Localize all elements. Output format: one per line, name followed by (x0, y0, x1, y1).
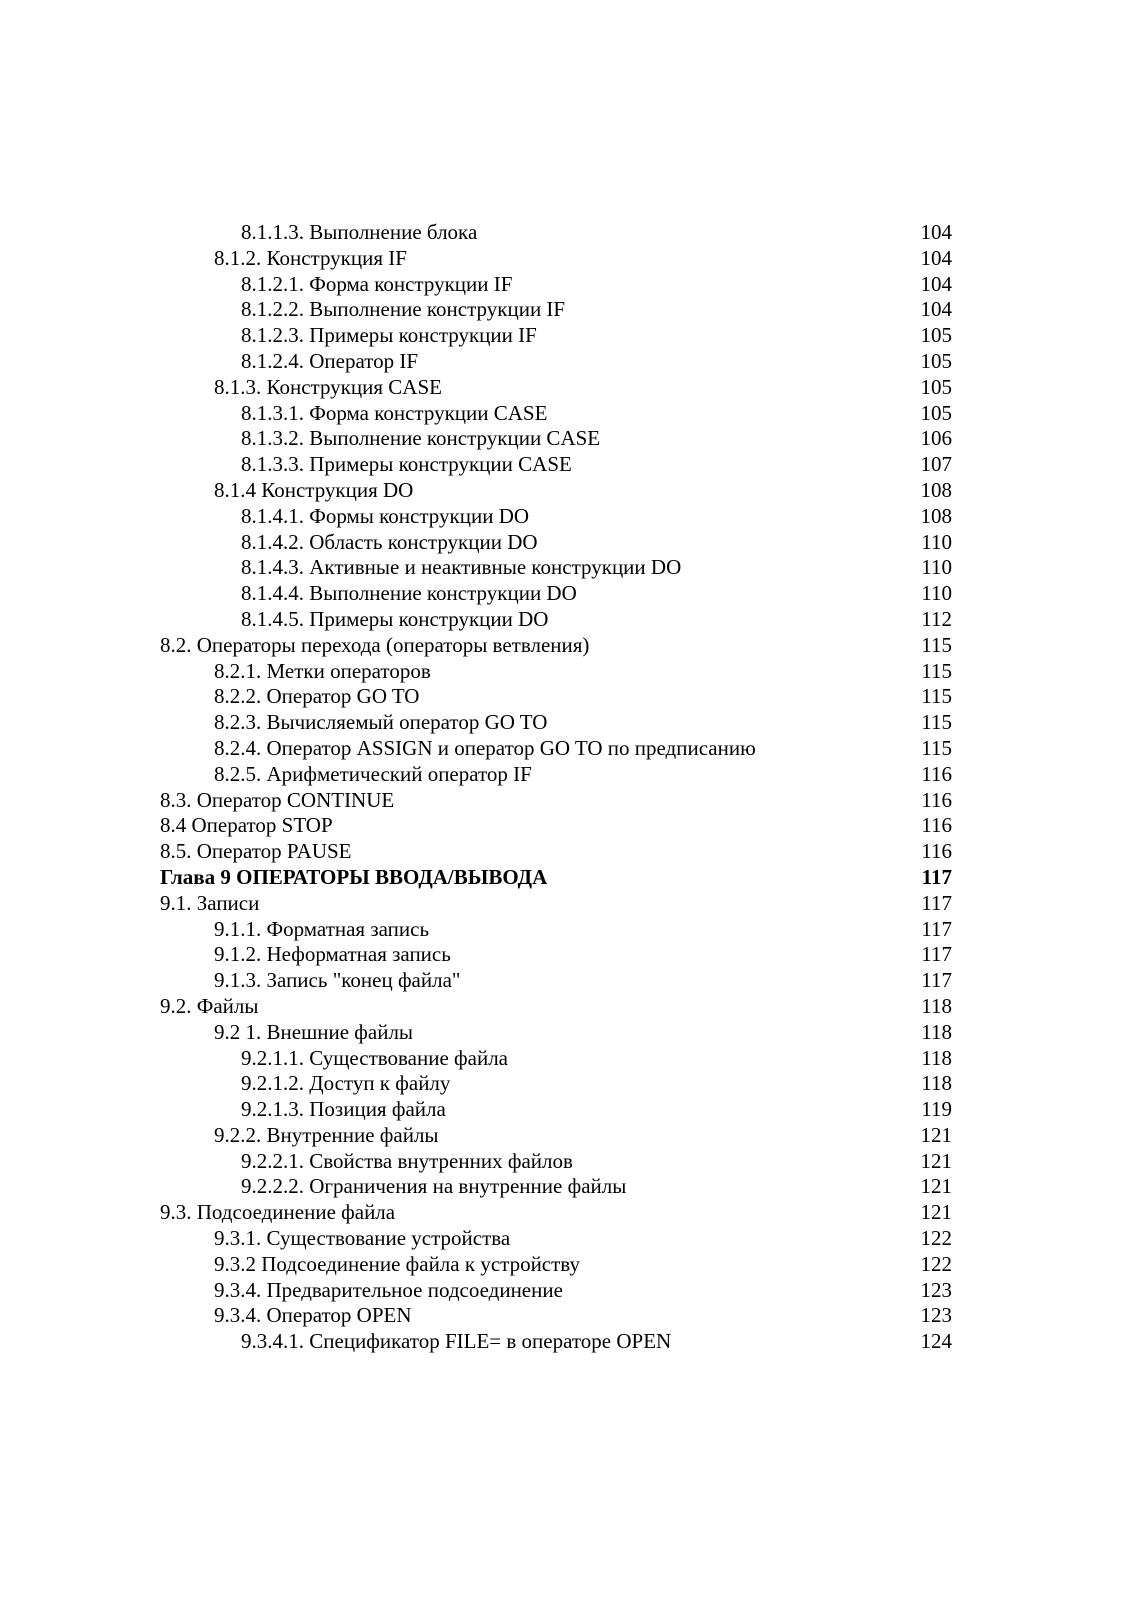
toc-entry-page: 117 (921, 890, 952, 915)
toc-entry (0, 478, 1131, 504)
toc-entry (0, 1226, 1131, 1252)
toc-entry-title: 8.4 Оператор STOP (160, 813, 333, 838)
toc-entry-page: 118 (921, 993, 952, 1018)
toc-entry-title: 8.1.4.1. Формы конструкции DO (241, 503, 530, 528)
toc-entry-title: 8.3. Оператор CONTINUE (160, 787, 395, 812)
toc-entry-title: 8.2.1. Метки операторов (214, 658, 431, 683)
toc-entry-page: 121 (920, 1122, 952, 1147)
toc-entry-title: 8.1.3.2. Выполнение конструкции CASE (241, 426, 601, 451)
toc-entry-page: 104 (920, 271, 952, 296)
toc-entry (0, 1278, 1131, 1304)
toc-entry-title: 9.2.1.2. Доступ к файлу (241, 1071, 451, 1096)
toc-entry (0, 659, 1131, 685)
table-of-contents (0, 220, 1131, 1355)
toc-entry-page: 110 (921, 529, 952, 554)
toc-entry-title: 8.1.3.3. Примеры конструкции CASE (241, 452, 572, 477)
toc-entry-title: 8.1.4 Конструкция DO (214, 477, 414, 502)
toc-entry (0, 736, 1131, 762)
toc-entry (0, 1149, 1131, 1175)
toc-entry (0, 349, 1131, 375)
toc-entry-title: 9.1.1. Форматная запись (214, 916, 430, 941)
toc-entry-page: 115 (921, 658, 952, 683)
toc-entry-title: 9.3.4. Оператор OPEN (214, 1303, 412, 1328)
toc-entry (0, 220, 1131, 246)
toc-entry-page: 119 (921, 1097, 952, 1122)
toc-entry-title: 9.2.1.3. Позиция файла (241, 1097, 446, 1122)
toc-entry-title: 9.1. Записи (160, 890, 260, 915)
toc-entry-title: 8.1.1.3. Выполнение блока (241, 220, 478, 244)
toc-entry (0, 994, 1131, 1020)
toc-entry-page: 108 (920, 503, 952, 528)
toc-entry-title: 8.1.2.4. Оператор IF (241, 348, 419, 373)
toc-entry-page: 118 (921, 1071, 952, 1096)
toc-entry-title: 8.2.2. Оператор GO TO (214, 684, 420, 709)
toc-entry-title: 8.1.3. Конструкция CASE (214, 374, 442, 399)
toc-entry-page: 118 (921, 1045, 952, 1070)
toc-entry-page: 122 (920, 1226, 952, 1251)
toc-entry (0, 968, 1131, 994)
toc-entry (0, 1200, 1131, 1226)
toc-entry (0, 1020, 1131, 1046)
toc-entry-page: 121 (920, 1200, 952, 1225)
toc-entry-page: 122 (920, 1251, 952, 1276)
toc-entry (0, 607, 1131, 633)
toc-entry-page: 104 (920, 220, 952, 244)
toc-entry (0, 272, 1131, 298)
toc-entry-title: 9.2.2. Внутренние файлы (214, 1122, 439, 1147)
toc-entry-page: 105 (920, 400, 952, 425)
toc-entry-page: 121 (920, 1148, 952, 1173)
toc-entry (0, 684, 1131, 710)
toc-entry-page: 117 (921, 864, 952, 889)
toc-entry-page: 110 (921, 555, 952, 580)
toc-entry-title: 8.1.2.2. Выполнение конструкции IF (241, 297, 566, 322)
toc-entry-title: 9.2.1.1. Существование файла (241, 1045, 508, 1070)
toc-entry-title: 9.1.3. Запись "конец файла" (214, 968, 461, 993)
toc-entry-title: 8.1.4.5. Примеры конструкции DO (241, 606, 549, 631)
toc-entry-title: 8.2.3. Вычисляемый оператор GO TO (214, 710, 548, 735)
toc-entry (0, 452, 1131, 478)
toc-entry (0, 555, 1131, 581)
toc-entry-title: 8.1.3.1. Форма конструкции CASE (241, 400, 548, 425)
toc-entry (0, 323, 1131, 349)
toc-entry (0, 530, 1131, 556)
toc-entry-page: 116 (921, 813, 952, 838)
toc-entry-title: 8.1.4.4. Выполнение конструкции DO (241, 581, 577, 606)
toc-entry (0, 1071, 1131, 1097)
toc-entry-page: 105 (920, 323, 952, 348)
toc-entry-page: 116 (921, 761, 952, 786)
toc-entry (0, 891, 1131, 917)
toc-entry (0, 375, 1131, 401)
toc-entry-page: 117 (921, 942, 952, 967)
toc-entry-page: 104 (920, 297, 952, 322)
toc-entry (0, 813, 1131, 839)
toc-entry-title: 9.2.2.2. Ограничения на внутренние файлы (241, 1174, 627, 1199)
toc-entry-page: 115 (921, 684, 952, 709)
toc-entry (0, 581, 1131, 607)
toc-entry (0, 1097, 1131, 1123)
toc-entry-title: 9.2 1. Внешние файлы (214, 1019, 414, 1044)
toc-entry-page: 124 (920, 1329, 952, 1354)
toc-entry (0, 1252, 1131, 1278)
toc-entry-page: 112 (921, 606, 952, 631)
toc-entry-page: 117 (921, 968, 952, 993)
toc-entry-page: 123 (920, 1303, 952, 1328)
toc-entry (0, 504, 1131, 530)
toc-entry (0, 426, 1131, 452)
toc-entry-title: 9.3.4.1. Спецификатор FILE= в операторе OPEN (241, 1329, 672, 1354)
toc-entry-page: 115 (921, 710, 952, 735)
toc-entry-page: 105 (920, 374, 952, 399)
toc-entry-page: 108 (920, 477, 952, 502)
toc-entry (0, 1046, 1131, 1072)
toc-entry (0, 839, 1131, 865)
toc-entry-page: 110 (921, 581, 952, 606)
toc-entry-page: 107 (920, 452, 952, 477)
toc-entry (0, 1303, 1131, 1329)
toc-entry-title: 9.3.2 Подсоединение файла к устройству (214, 1251, 581, 1276)
toc-entry-page: 115 (921, 632, 952, 657)
toc-entry-title: 9.2.2.1. Свойства внутренних файлов (241, 1148, 573, 1173)
toc-entry-title: Глава 9 ОПЕРАТОРЫ ВВОДА/ВЫВОДА (160, 864, 548, 889)
toc-entry-title: 8.1.2.3. Примеры конструкции IF (241, 323, 537, 348)
toc-entry-page: 106 (920, 426, 952, 451)
toc-entry (0, 942, 1131, 968)
toc-entry (0, 865, 1131, 891)
toc-entry-title: 8.2.4. Оператор ASSIGN и оператор GO TO по предписанию (214, 735, 756, 760)
toc-entry-page: 123 (920, 1277, 952, 1302)
toc-entry-page: 116 (921, 839, 952, 864)
toc-entry (0, 917, 1131, 943)
toc-entry-title: 9.1.2. Неформатная запись (214, 942, 451, 967)
toc-entry-page: 116 (921, 787, 952, 812)
toc-entry-page: 104 (920, 245, 952, 270)
toc-entry (0, 1329, 1131, 1355)
toc-entry (0, 246, 1131, 272)
toc-entry (0, 633, 1131, 659)
toc-entry-title: 8.2. Операторы перехода (операторы ветвления) (160, 632, 590, 657)
toc-entry-page: 121 (920, 1174, 952, 1199)
toc-entry-page: 105 (920, 348, 952, 373)
toc-entry (0, 401, 1131, 427)
toc-entry (0, 788, 1131, 814)
toc-entry-title: 9.3. Подсоединение файла (160, 1200, 396, 1225)
toc-entry-title: 9.2. Файлы (160, 993, 259, 1018)
toc-entry-page: 115 (921, 735, 952, 760)
toc-entry (0, 297, 1131, 323)
toc-entry-title: 8.1.4.3. Активные и неактивные конструкции DO (241, 555, 682, 580)
toc-entry-title: 8.1.2. Конструкция IF (214, 245, 407, 270)
toc-entry-title: 8.2.5. Арифметический оператор IF (214, 761, 532, 786)
toc-entry-page: 118 (921, 1019, 952, 1044)
toc-entry (0, 762, 1131, 788)
toc-entry-page: 117 (921, 916, 952, 941)
toc-entry (0, 710, 1131, 736)
toc-entry-title: 9.3.1. Существование устройства (214, 1226, 511, 1251)
toc-entry (0, 1174, 1131, 1200)
toc-entry-title: 8.5. Оператор PAUSE (160, 839, 352, 864)
toc-entry-title: 9.3.4. Предварительное подсоединение (214, 1277, 563, 1302)
toc-entry-title: 8.1.4.2. Область конструкции DO (241, 529, 538, 554)
toc-entry-title: 8.1.2.1. Форма конструкции IF (241, 271, 513, 296)
toc-entry (0, 1123, 1131, 1149)
